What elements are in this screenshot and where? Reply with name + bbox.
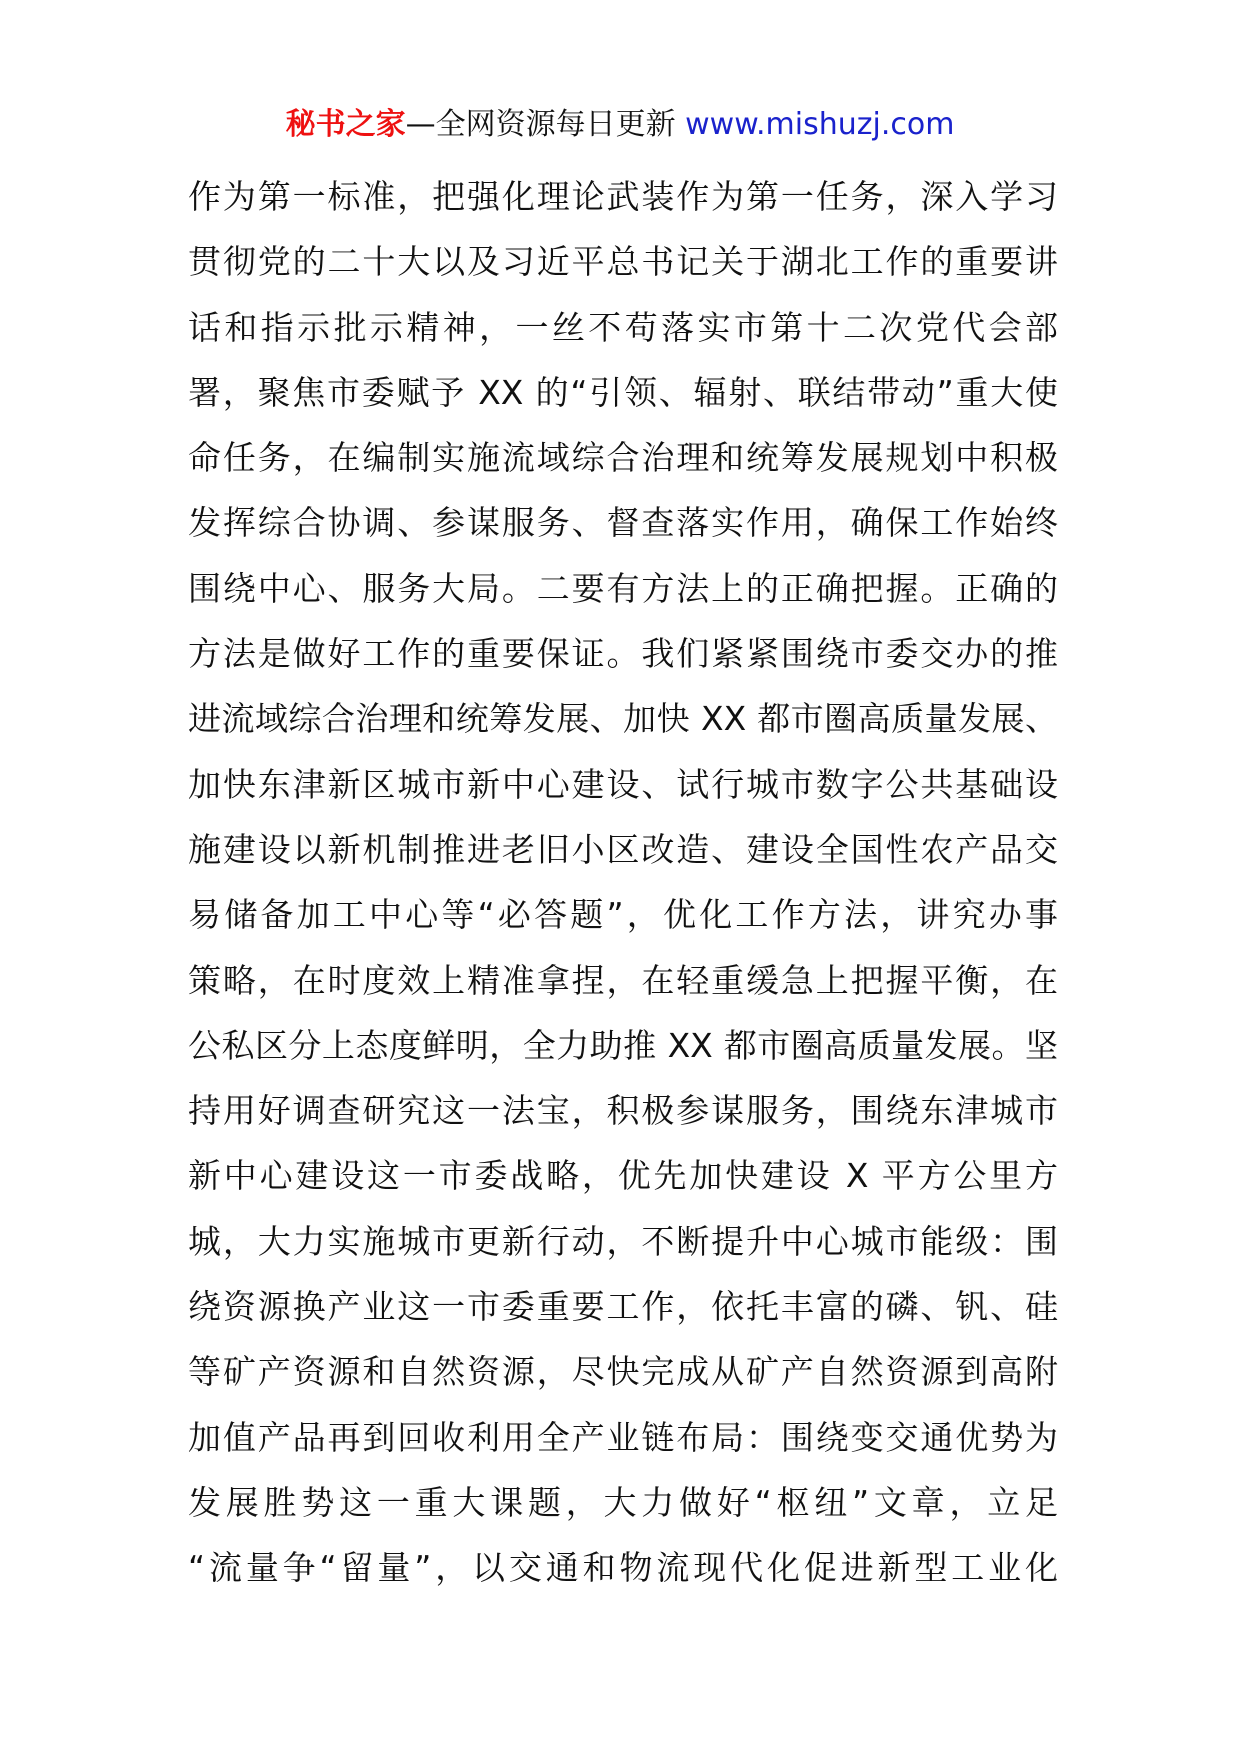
body-line: 命任务，在编制实施流域综合治理和统筹发展规划中积极 (188, 438, 1058, 478)
body-line: 话和指示批示精神，一丝不苟落实市第十二次党代会部 (188, 307, 1058, 347)
body-line: 公私区分上态度鲜明，全力助推 XX 都市圈高质量发展。坚 (188, 1025, 1058, 1065)
body-line: 加值产品再到回收利用全产业链布局：围绕变交通优势为 (188, 1417, 1058, 1457)
body-line: 城，大力实施城市更新行动，不断提升中心城市能级：围 (188, 1221, 1058, 1261)
body-line: 围绕中心、服务大局。二要有方法上的正确把握。正确的 (188, 568, 1058, 608)
site-url-link[interactable]: www.mishuzj.com (685, 107, 955, 142)
body-line: 施建设以新机制推进老旧小区改造、建设全国性农产品交 (188, 829, 1058, 869)
brand-name: 秘书之家 (285, 107, 406, 142)
body-line: 作为第一标准，把强化理论武装作为第一任务，深入学习 (188, 177, 1058, 216)
body-line: 持用好调查研究这一法宝，积极参谋服务，围绕东津城市 (188, 1091, 1058, 1131)
body-line: 策略，在时度效上精准拿捏，在轻重缓急上把握平衡，在 (188, 960, 1058, 1000)
body-line: 贯彻党的二十大以及习近平总书记关于湖北工作的重要讲 (188, 242, 1058, 282)
page-header (0, 100, 1240, 150)
body-line: 易储备加工中心等“必答题”，优化工作方法，讲究办事 (188, 895, 1058, 935)
body-line: 新中心建设这一市委战略，优先加快建设 X 平方公里方 (188, 1156, 1058, 1196)
body-line: 发展胜势这一重大课题，大力做好“枢纽”文章，立足 (188, 1482, 1058, 1522)
body-line: 发挥综合协调、参谋服务、督查落实作用，确保工作始终 (188, 503, 1058, 543)
header-tagline: —全网资源每日更新 (405, 107, 676, 142)
document-body (188, 164, 1058, 1601)
body-line: 进流域综合治理和统筹发展、加快 XX 都市圈高质量发展、 (188, 699, 1058, 739)
body-line: 等矿产资源和自然资源，尽快完成从矿产自然资源到高附 (188, 1352, 1058, 1392)
body-line: 加快东津新区城市新中心建设、试行城市数字公共基础设 (188, 764, 1058, 804)
body-line: 绕资源换产业这一市委重要工作，依托丰富的磷、钒、硅 (188, 1287, 1058, 1327)
body-line: “流量争“留量”，以交通和物流现代化促进新型工业化 (188, 1548, 1058, 1588)
body-line: 方法是做好工作的重要保证。我们紧紧围绕市委交办的推 (188, 634, 1058, 674)
body-line: 署，聚焦市委赋予 XX 的“引领、辐射、联结带动”重大使 (188, 372, 1058, 412)
